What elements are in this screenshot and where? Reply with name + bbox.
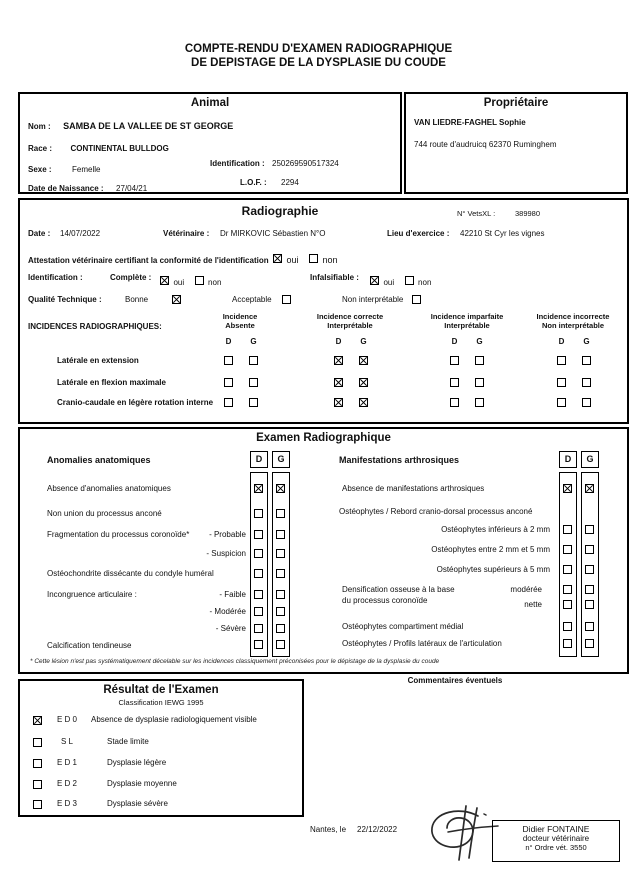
incidence-checkbox: [450, 356, 459, 365]
incidence-col2-line1: Incidence correcte: [316, 312, 384, 321]
proprietaire-title: Propriétaire: [483, 97, 549, 109]
incidence-checkbox: [334, 378, 343, 387]
signataire-ordre: n° Ordre vét. 3550: [525, 843, 587, 852]
incidence-checkbox: [475, 378, 484, 387]
anomalie-checkbox: [276, 590, 285, 599]
arthrose-rebord-label: Ostéophytes / Rebord cranio-dorsal processus anconé: [339, 507, 533, 516]
incidence-row-label: Latérale en flexion maximale: [57, 378, 166, 387]
incidence-col3-line1: Incidence imparfaite: [430, 312, 504, 321]
animal-nom-value: SAMBA DE LA VALLEE DE ST GEORGE: [63, 121, 234, 131]
anomalie-label: Incongruence articulaire :: [47, 590, 137, 599]
anomalie-checkbox: [254, 530, 263, 539]
examen-title: Examen Radiographique: [256, 432, 391, 444]
arthrose-checkbox: [563, 565, 572, 574]
attestation-oui-checkbox: [273, 254, 282, 263]
arthrose-checkbox: [585, 639, 594, 648]
infalsifiable-oui-checkbox: [370, 276, 379, 285]
anomalie-checkbox: [276, 607, 285, 616]
anomalies-title: Anomalies anatomiques: [47, 455, 151, 465]
incidence-checkbox: [450, 398, 459, 407]
densification-moderee-label: modérée: [510, 585, 542, 594]
arthrose-checkbox: [585, 484, 594, 493]
complete-oui-label: oui: [173, 278, 185, 287]
qualite-noninterpretable-checkbox: [412, 295, 421, 304]
infalsifiable-non-label: non: [418, 278, 432, 287]
anomalie-checkbox: [276, 509, 285, 518]
arthrose-checkbox: [563, 585, 572, 594]
incidence-checkbox: [475, 356, 484, 365]
arthrose-checkbox: [563, 600, 572, 609]
animal-identification-label: Identification :: [210, 159, 265, 168]
densification-label-line1: Densification osseuse à la base: [342, 585, 455, 594]
animal-title: Animal: [190, 97, 230, 109]
dg-letter: G: [360, 337, 367, 346]
resultat-checkbox: [33, 800, 42, 809]
attestation-oui-label: oui: [286, 255, 299, 265]
anomalie-checkbox: [276, 484, 285, 493]
identification-label: Identification :: [28, 273, 83, 282]
incidence-checkbox: [450, 378, 459, 387]
resultat-label: Dysplasie légère: [107, 758, 167, 767]
dg-letter: D: [335, 337, 342, 346]
page-title-line1: COMPTE-RENDU D'EXAMEN RADIOGRAPHIQUE: [184, 43, 453, 55]
resultat-label: Stade limite: [107, 737, 149, 746]
incidence-col2-line2: Interprétable: [327, 321, 373, 330]
incidence-checkbox: [359, 356, 368, 365]
attestation-non-label: non: [322, 255, 338, 265]
arthrose-title: Manifestations arthrosiques: [339, 455, 460, 465]
arthrose-checkbox: [585, 600, 594, 609]
dg-letter: G: [583, 337, 590, 346]
resultat-code: E D 1: [57, 758, 78, 767]
resultat-code: E D 2: [57, 779, 78, 788]
infalsifiable-label: Infalsifiable :: [310, 273, 359, 282]
incidence-col4-line2: Non interprétable: [541, 321, 605, 330]
anomalie-checkbox: [254, 569, 263, 578]
anomalie-sublabel: - Suspicion: [206, 549, 246, 558]
animal-naissance-label: Date de Naissance :: [28, 184, 104, 193]
resultat-checkbox: [33, 738, 42, 747]
anomalie-checkbox: [254, 590, 263, 599]
arthrose-checkbox: [563, 525, 572, 534]
incidence-row-label: Latérale en extension: [57, 356, 139, 365]
vetsxl-label: N° VetsXL :: [457, 209, 496, 218]
dg-letter: D: [558, 337, 565, 346]
proprietaire-nom: VAN LIEDRE-FAGHEL Sophie: [414, 118, 526, 127]
densification-label: [342, 584, 455, 606]
arthrose-label: Ostéophytes supérieurs à 5 mm: [436, 565, 550, 574]
incidence-checkbox: [557, 356, 566, 365]
incidence-col1-line2: Absente: [225, 321, 255, 330]
resultat-label: Dysplasie sévère: [107, 799, 168, 808]
resultat-code: E D 3: [57, 799, 78, 808]
arthrose-checkbox: [563, 484, 572, 493]
arthrose-checkbox: [563, 639, 572, 648]
resultat-code: S L: [61, 737, 74, 746]
anomalie-label: Calcification tendineuse: [47, 641, 132, 650]
radio-date-value: 14/07/2022: [60, 229, 101, 238]
vetsxl-value: 389980: [515, 209, 541, 218]
commentaires-title: Commentaires éventuels: [407, 676, 503, 685]
radio-vet-value: Dr MIRKOVIC Sébastien N°O: [220, 229, 326, 238]
footer-lieu-label: Nantes, le: [310, 825, 347, 834]
incidence-checkbox: [582, 356, 591, 365]
anomalie-checkbox: [276, 624, 285, 633]
page-title: [0, 42, 637, 70]
page-title-line2: DE DEPISTAGE DE LA DYSPLASIE DU COUDE: [191, 57, 446, 69]
infalsifiable-oui-label: oui: [383, 278, 395, 287]
complete-non-label: non: [208, 278, 222, 287]
radiographie-title: Radiographie: [241, 204, 319, 218]
resultat-subtitle: Classification IEWG 1995: [118, 698, 204, 707]
radio-lieu-value: 42210 St Cyr les vignes: [460, 229, 545, 238]
right-g-header: G: [581, 451, 599, 468]
radio-lieu-label: Lieu d'exercice :: [387, 229, 450, 238]
incidence-checkbox: [557, 378, 566, 387]
qualite-bonne-checkbox: [172, 295, 181, 304]
anomalie-sublabel: - Probable: [209, 530, 246, 539]
anomalie-checkbox: [276, 530, 285, 539]
proprietaire-adresse: 744 route d'audruicq 62370 Ruminghem: [414, 140, 557, 149]
incidence-checkbox: [557, 398, 566, 407]
radio-date-label: Date :: [28, 229, 51, 238]
anomalie-checkbox: [276, 640, 285, 649]
arthrose-checkbox: [585, 565, 594, 574]
radio-vet-label: Vétérinaire :: [163, 229, 210, 238]
animal-identification-value: 250269590517324: [272, 159, 339, 168]
resultat-title: Résultat de l'Examen: [103, 684, 219, 696]
incidence-col3-header: [412, 312, 522, 330]
arthrose-checkbox: [563, 545, 572, 554]
incidence-col2-header: [295, 312, 405, 330]
anomalie-checkbox: [276, 549, 285, 558]
proprietaire-section: [404, 92, 628, 194]
animal-sexe-value: Femelle: [72, 165, 101, 174]
densification-nette-label: nette: [524, 600, 542, 609]
arthrose-checkbox: [585, 622, 594, 631]
anomalie-checkbox: [254, 607, 263, 616]
signataire-box: [492, 820, 620, 862]
anomalie-checkbox: [254, 640, 263, 649]
anomalie-sublabel: - Faible: [219, 590, 246, 599]
anomalie-sublabel: - Modérée: [209, 607, 246, 616]
radiographie-section: [18, 198, 629, 424]
arthrose-label: Ostéophytes inférieurs à 2 mm: [441, 525, 550, 534]
animal-lof-label: L.O.F. :: [240, 178, 267, 187]
incidence-checkbox: [224, 378, 233, 387]
arthrose-checkbox: [585, 585, 594, 594]
signataire-nom: Didier FONTAINE: [522, 824, 590, 834]
anomalie-checkbox: [254, 624, 263, 633]
anomalie-label: Ostéochondrite dissécante du condyle huméral: [47, 569, 214, 578]
incidence-checkbox: [334, 398, 343, 407]
animal-race-value: CONTINENTAL BULLDOG: [70, 144, 169, 153]
arthrose-label: Ostéophytes / Profils latéraux de l'articulation: [342, 639, 502, 648]
resultat-checkbox: [33, 759, 42, 768]
incidence-checkbox: [224, 398, 233, 407]
densification-label-line2: du processus coronoïde: [342, 596, 428, 605]
arthrose-checkbox: [585, 525, 594, 534]
incidences-label: INCIDENCES RADIOGRAPHIQUES:: [28, 322, 162, 331]
qualite-label: Qualité Technique :: [28, 295, 102, 304]
arthrose-label: Ostéophytes entre 2 mm et 5 mm: [431, 545, 550, 554]
incidence-col1-line1: Incidence: [222, 312, 258, 321]
animal-naissance-value: 27/04/21: [116, 184, 148, 193]
animal-lof-value: 2294: [281, 178, 299, 187]
animal-nom-label: Nom :: [28, 122, 51, 131]
animal-section: [18, 92, 402, 194]
dg-letter: D: [451, 337, 458, 346]
complete-oui-checkbox: [160, 276, 169, 285]
incidence-checkbox: [582, 378, 591, 387]
anomalie-checkbox: [254, 509, 263, 518]
infalsifiable-non-checkbox: [405, 276, 414, 285]
incidence-col1-header: [185, 312, 295, 330]
examen-footnote: * Cette lésion n'est pas systématiquement décelable sur les incidences classiquement préconisées pour le dépistage de la dysplasie du coude: [30, 658, 440, 665]
resultat-label: Dysplasie moyenne: [107, 779, 177, 788]
incidence-col4-line1: Incidence incorrecte: [536, 312, 610, 321]
attestation-label: Attestation vétérinaire certifiant la conformité de l'identification: [28, 256, 269, 265]
anomalie-checkbox: [254, 549, 263, 558]
resultat-section: [18, 679, 304, 817]
complete-non-checkbox: [195, 276, 204, 285]
animal-race-label: Race :: [28, 144, 53, 153]
animal-sexe-label: Sexe :: [28, 165, 52, 174]
incidence-col3-line2: Interprétable: [444, 321, 490, 330]
attestation-non-checkbox: [309, 254, 318, 263]
arthrose-label: Absence de manifestations arthrosiques: [342, 484, 485, 493]
dg-letter: D: [225, 337, 232, 346]
examen-section: [18, 427, 629, 674]
right-d-header: D: [559, 451, 577, 468]
left-d-header: D: [250, 451, 268, 468]
resultat-label: Absence de dysplasie radiologiquement visible: [91, 715, 257, 724]
resultat-code: E D 0: [57, 715, 78, 724]
signataire-titre: docteur vétérinaire: [522, 834, 590, 843]
anomalie-label: Non union du processus anconé: [47, 509, 162, 518]
incidence-col4-header: [518, 312, 628, 330]
complete-label: Complète :: [110, 273, 152, 282]
incidence-checkbox: [334, 356, 343, 365]
anomalie-label: Absence d'anomalies anatomiques: [47, 484, 171, 493]
anomalie-sublabel: - Sévère: [215, 624, 246, 633]
qualite-acceptable-checkbox: [282, 295, 291, 304]
incidence-checkbox: [249, 398, 258, 407]
resultat-checkbox: [33, 716, 42, 725]
incidence-checkbox: [359, 378, 368, 387]
left-g-header: G: [272, 451, 290, 468]
arthrose-checkbox: [563, 622, 572, 631]
arthrose-checkbox: [585, 545, 594, 554]
anomalie-label: Fragmentation du processus coronoïde*: [47, 530, 190, 539]
incidence-checkbox: [249, 378, 258, 387]
incidence-checkbox: [249, 356, 258, 365]
incidence-row-label: Cranio-caudale en légère rotation interne: [57, 398, 214, 407]
qualite-bonne-label: Bonne: [125, 295, 149, 304]
incidence-checkbox: [582, 398, 591, 407]
dg-letter: G: [250, 337, 257, 346]
anomalie-checkbox: [254, 484, 263, 493]
dg-letter: G: [476, 337, 483, 346]
qualite-acceptable-label: Acceptable: [232, 295, 272, 304]
anomalie-checkbox: [276, 569, 285, 578]
resultat-checkbox: [33, 780, 42, 789]
arthrose-label: Ostéophytes compartiment médial: [342, 622, 464, 631]
incidence-checkbox: [359, 398, 368, 407]
footer-date: 22/12/2022: [357, 825, 398, 834]
qualite-noninterpretable-label: Non interprétable: [342, 295, 404, 304]
incidence-checkbox: [475, 398, 484, 407]
incidence-checkbox: [224, 356, 233, 365]
